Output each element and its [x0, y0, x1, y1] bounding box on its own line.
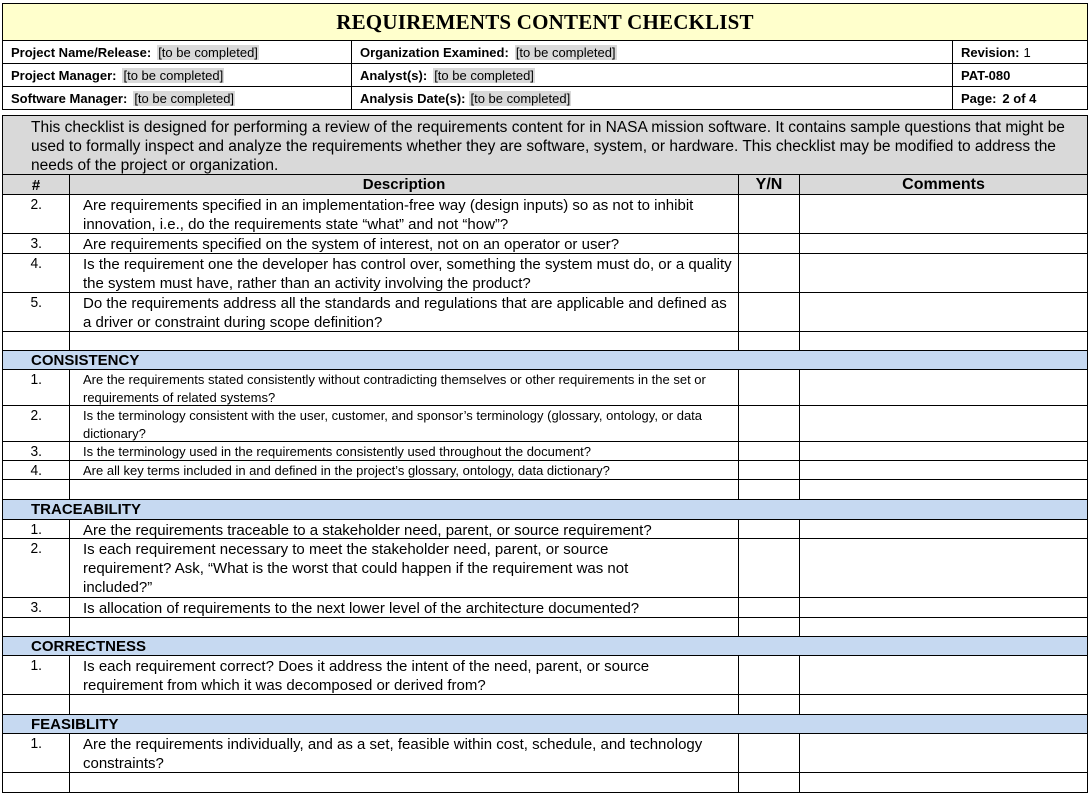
item-number: 1. — [3, 520, 70, 538]
comments-cell[interactable] — [800, 332, 1087, 350]
yn-cell[interactable] — [739, 773, 800, 792]
item-number: 1. — [3, 370, 70, 405]
doc-id-cell — [953, 64, 1087, 86]
item-number: 2. — [3, 406, 70, 441]
table-header — [3, 175, 1087, 195]
item-number: 2. — [3, 195, 70, 233]
comments-cell[interactable] — [800, 695, 1087, 714]
project-manager-field[interactable]: [to be completed] — [123, 67, 224, 83]
blank-row — [3, 480, 1087, 500]
item-description: Is the requirement one the developer has control over, something the system must do, or a quality the system must have, rather than an activity involving the product? — [70, 254, 739, 292]
blank-description-cell[interactable] — [70, 332, 739, 350]
item-number: 1. — [3, 734, 70, 772]
blank-row — [3, 618, 1087, 637]
project-name-field[interactable]: [to be completed] — [158, 44, 258, 60]
yn-cell[interactable] — [739, 539, 800, 597]
comments-cell[interactable] — [800, 195, 1087, 233]
table-row — [3, 370, 1087, 406]
item-description: Is each requirement necessary to meet the stakeholder need, parent, or source requirement? Ask, “What is the worst that could happen if the requirement was not included?” — [70, 539, 739, 597]
table-row — [3, 195, 1087, 234]
info-row-2 — [2, 64, 1088, 87]
yn-cell[interactable] — [739, 370, 800, 405]
item-number: 2. — [3, 539, 70, 597]
analysts-cell — [352, 64, 953, 86]
project-name-label: Project Name/Release: — [11, 44, 152, 60]
comments-cell[interactable] — [800, 480, 1087, 499]
item-description: Are requirements specified on the system of interest, not on an operator or user? — [70, 234, 739, 253]
yn-cell[interactable] — [739, 734, 800, 772]
table-row — [3, 293, 1087, 332]
col-header-yn: Y/N — [739, 175, 800, 194]
comments-cell[interactable] — [800, 598, 1087, 617]
blank-num-cell — [3, 618, 70, 636]
analysts-field[interactable]: [to be completed] — [434, 67, 534, 83]
yn-cell[interactable] — [739, 520, 800, 538]
col-header-description: Description — [70, 175, 739, 194]
item-description: Are the requirements traceable to a stakeholder need, parent, or source requirement? — [70, 520, 739, 538]
project-manager-label: Project Manager: — [11, 67, 117, 83]
blank-description-cell[interactable] — [70, 480, 739, 499]
col-header-comments: Comments — [902, 175, 985, 193]
yn-cell[interactable] — [739, 332, 800, 350]
project-manager-cell — [3, 64, 352, 86]
comments-cell[interactable] — [800, 442, 1087, 460]
software-manager-cell — [3, 87, 352, 109]
blank-num-cell — [3, 773, 70, 792]
yn-cell[interactable] — [739, 618, 800, 636]
yn-cell[interactable] — [739, 461, 800, 479]
info-row-1 — [2, 41, 1088, 64]
project-name-cell — [3, 41, 352, 63]
revision-value: 1 — [1023, 44, 1031, 60]
analysts-label: Analyst(s): — [360, 67, 428, 83]
analysis-date-field[interactable]: [to be completed] — [470, 90, 571, 106]
table-row — [3, 254, 1087, 293]
software-manager-field[interactable]: [to be completed] — [134, 90, 235, 106]
yn-cell[interactable] — [739, 406, 800, 441]
col-header-num: # — [3, 175, 70, 194]
comments-cell[interactable] — [800, 773, 1087, 792]
analysis-date-label: Analysis Date(s): — [360, 90, 466, 106]
section-header-feasibility: FEASIBLITY — [3, 715, 1087, 734]
table-row — [3, 656, 1087, 695]
revision-label: Revision: — [961, 44, 1020, 60]
comments-cell[interactable] — [800, 234, 1087, 253]
yn-cell[interactable] — [739, 293, 800, 331]
item-description: Are requirements specified in an implementation-free way (design inputs) so as not to inhibit innovation, i.e., do the requirements state “what” and not “how”? — [70, 195, 739, 233]
blank-num-cell — [3, 332, 70, 350]
table-row — [3, 461, 1087, 480]
comments-cell[interactable] — [800, 254, 1087, 292]
organization-label: Organization Examined: — [360, 44, 509, 60]
comments-cell[interactable] — [800, 618, 1087, 636]
yn-cell[interactable] — [739, 656, 800, 694]
section-header-traceability: TRACEABILITY — [3, 500, 1087, 520]
info-row-3 — [2, 87, 1088, 110]
blank-description-cell[interactable] — [70, 618, 739, 636]
section-header-consistency: CONSISTENCY — [3, 351, 1087, 370]
page-cell — [953, 87, 1087, 109]
comments-cell[interactable] — [800, 370, 1087, 405]
yn-cell[interactable] — [739, 480, 800, 499]
intro-text: This checklist is designed for performing a review of the requirements content for in NASA mission software. It contains sample questions that might be used to formally inspect and analyze the requirements whether they are software, system, or hardware. This checklist may be modified to address the needs of the project or organization. — [3, 116, 1087, 175]
item-description: Is the terminology used in the requirements consistently used throughout the document? — [70, 442, 739, 460]
organization-field[interactable]: [to be completed] — [515, 44, 616, 60]
table-row — [3, 520, 1087, 539]
yn-cell[interactable] — [739, 442, 800, 460]
comments-cell[interactable] — [800, 461, 1087, 479]
blank-num-cell — [3, 480, 70, 499]
comments-cell[interactable] — [800, 734, 1087, 772]
item-number: 3. — [3, 234, 70, 253]
yn-cell[interactable] — [739, 254, 800, 292]
table-row — [3, 234, 1087, 254]
page-label: Page: — [961, 90, 997, 106]
item-number: 1. — [3, 656, 70, 694]
checklist-table — [2, 115, 1088, 793]
item-description: Do the requirements address all the standards and regulations that are applicable and defined as a driver or constraint during scope definition? — [70, 293, 739, 331]
item-number: 4. — [3, 461, 70, 479]
page-value: 2 of 4 — [1002, 90, 1037, 106]
comments-cell[interactable] — [800, 656, 1087, 694]
item-description: Is allocation of requirements to the next lower level of the architecture documented? — [70, 598, 739, 617]
revision-cell — [953, 41, 1087, 63]
item-description: Are all key terms included in and defined in the project’s glossary, ontology, data dictionary? — [70, 461, 739, 479]
blank-num-cell — [3, 695, 70, 714]
item-number: 4. — [3, 254, 70, 292]
item-number: 5. — [3, 293, 70, 331]
item-description: Are the requirements stated consistently without contradicting themselves or other requirements in the set or requirements of related systems? — [70, 370, 739, 405]
software-manager-label: Software Manager: — [11, 90, 128, 106]
comments-cell[interactable] — [800, 406, 1087, 441]
comments-cell[interactable] — [800, 293, 1087, 331]
table-row — [3, 734, 1087, 773]
table-row — [3, 598, 1087, 618]
table-row — [3, 539, 1087, 598]
section-header-correctness: CORRECTNESS — [3, 637, 1087, 656]
blank-description-cell[interactable] — [70, 695, 739, 714]
item-description: Are the requirements individually, and as a set, feasible within cost, schedule, and technology constraints? — [70, 734, 739, 772]
yn-cell[interactable] — [739, 195, 800, 233]
blank-row — [3, 773, 1087, 792]
document-title: REQUIREMENTS CONTENT CHECKLIST — [2, 3, 1088, 41]
table-row — [3, 442, 1087, 461]
comments-cell[interactable] — [800, 520, 1087, 538]
table-row — [3, 406, 1087, 442]
yn-cell[interactable] — [739, 695, 800, 714]
blank-row — [3, 695, 1087, 715]
doc-id-label: PAT-080 — [961, 67, 1011, 83]
yn-cell[interactable] — [739, 598, 800, 617]
analysis-date-cell — [352, 87, 953, 109]
comments-cell[interactable] — [800, 539, 1087, 597]
item-description: Is each requirement correct? Does it address the intent of the need, parent, or source requirement from which it was decomposed or derived from? — [70, 656, 739, 694]
item-number: 3. — [3, 442, 70, 460]
organization-cell — [352, 41, 953, 63]
yn-cell[interactable] — [739, 234, 800, 253]
blank-row — [3, 332, 1087, 351]
item-number: 3. — [3, 598, 70, 617]
blank-description-cell[interactable] — [70, 773, 739, 792]
item-description: Is the terminology consistent with the user, customer, and sponsor’s terminology (glossary, ontology, or data dictionary? — [70, 406, 739, 441]
